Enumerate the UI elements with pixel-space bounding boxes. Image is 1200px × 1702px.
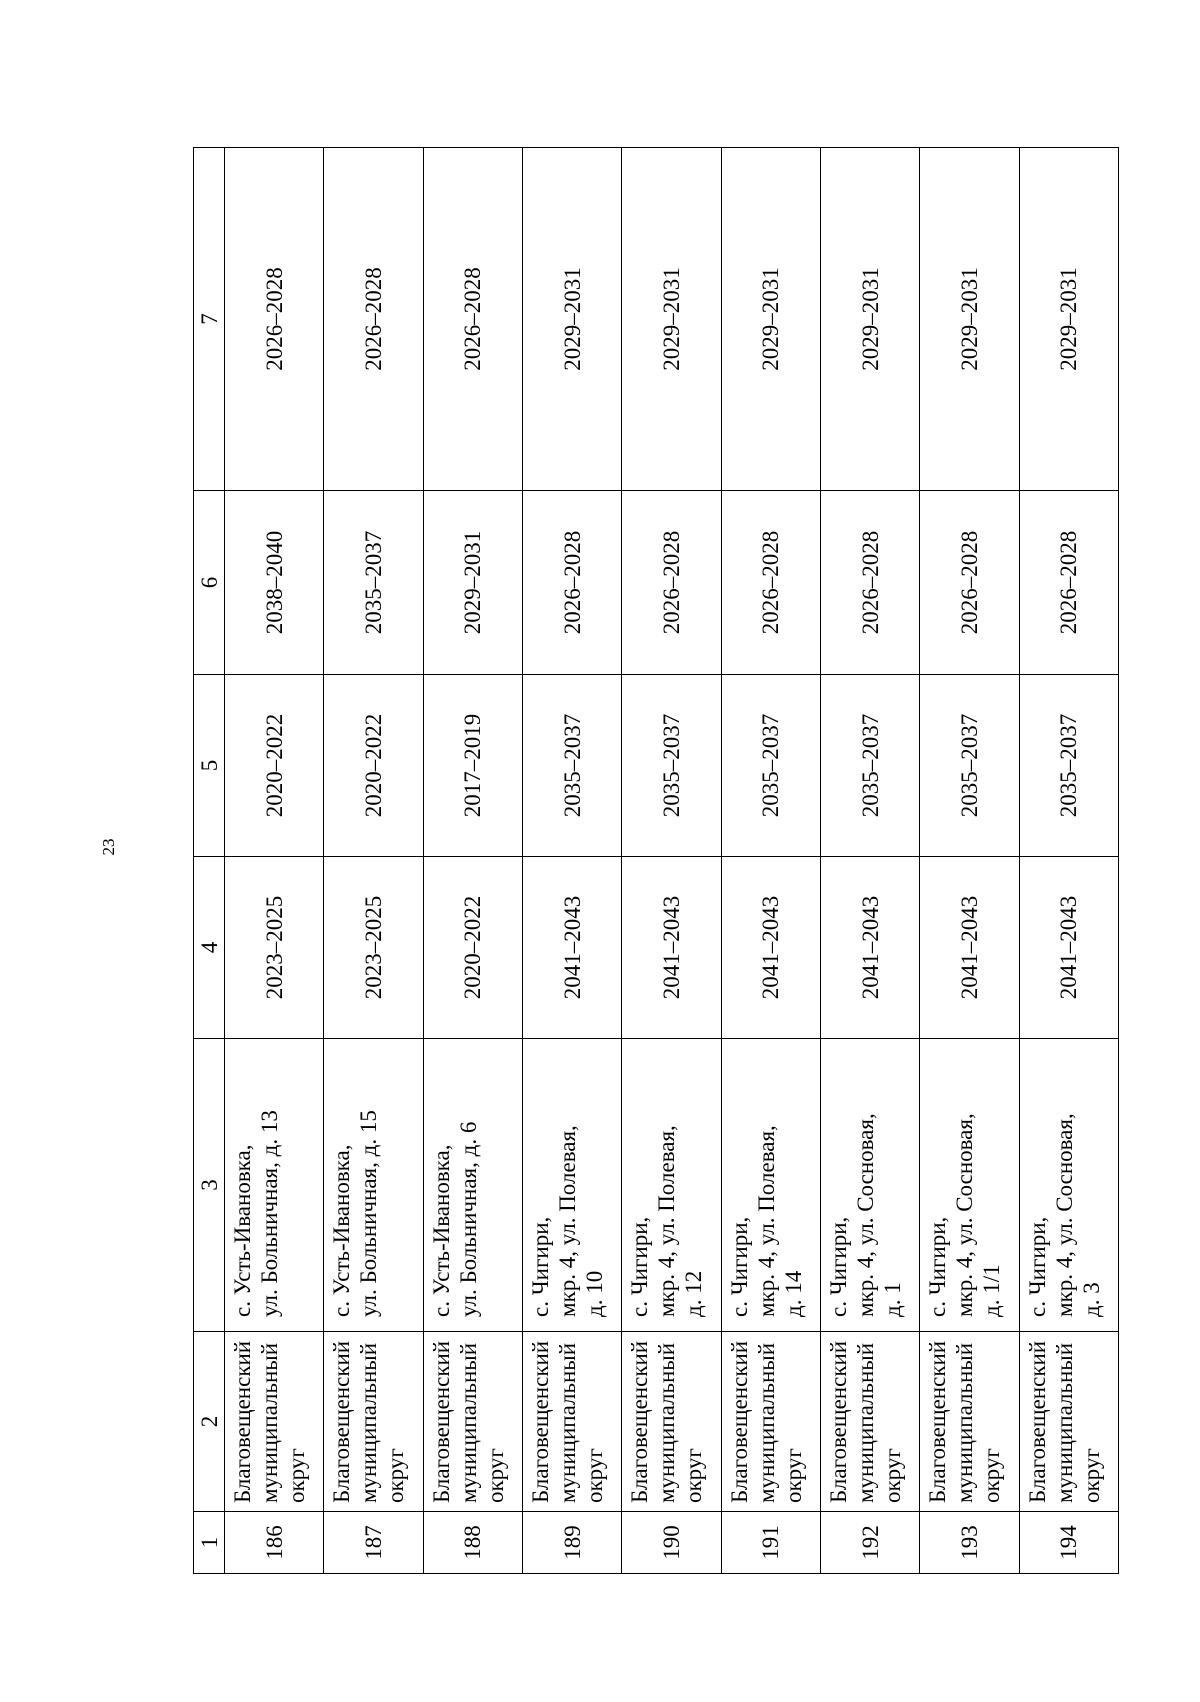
column-header: 4	[194, 857, 225, 1039]
table-row	[1019, 148, 1118, 1574]
period-cell-col7: 2029–2031	[920, 148, 1019, 491]
page-number: 23	[99, 838, 118, 856]
period-cell-col6: 2026–2028	[522, 491, 621, 675]
address-line: с. Чигири,	[527, 1216, 553, 1317]
address-line: мкр. 4, ул. Полевая,	[554, 1125, 580, 1317]
column-header: 2	[194, 1332, 225, 1512]
district-cell: Благовещенский муниципальный округ	[423, 1332, 522, 1512]
district-cell: Благовещенский муниципальный округ	[820, 1332, 919, 1512]
table-row	[920, 148, 1019, 1574]
address-cell	[820, 1039, 919, 1332]
period-cell-col7: 2029–2031	[622, 148, 721, 491]
period-cell-col6: 2026–2028	[920, 491, 1019, 675]
address-line: мкр. 4, ул. Сосновая,	[1051, 1113, 1077, 1317]
period-cell-col5: 2035–2037	[522, 675, 621, 857]
period-cell-col7: 2029–2031	[721, 148, 820, 491]
period-cell-col7: 2026–2028	[423, 148, 522, 491]
address-line: д. 3	[1078, 1282, 1104, 1317]
period-cell-col5: 2020–2022	[225, 675, 324, 857]
period-cell-col6: 2035–2037	[324, 491, 423, 675]
column-header: 6	[194, 491, 225, 675]
address-line: с. Чигири,	[925, 1216, 951, 1317]
district-cell: Благовещенский муниципальный округ	[225, 1332, 324, 1512]
district-cell: Благовещенский муниципальный округ	[1019, 1332, 1118, 1512]
table-body	[225, 148, 1119, 1574]
column-header: 5	[194, 675, 225, 857]
period-cell-col4: 2023–2025	[225, 857, 324, 1039]
address-line: ул. Больничная, д. 15	[356, 1110, 382, 1317]
period-cell-col5: 2020–2022	[324, 675, 423, 857]
address-cell	[225, 1039, 324, 1332]
period-cell-col6: 2038–2040	[225, 491, 324, 675]
address-line: мкр. 4, ул. Сосновая,	[952, 1113, 978, 1317]
address-line: д. 12	[681, 1270, 707, 1317]
rotated-table-container	[193, 148, 1119, 1574]
row-number: 193	[920, 1512, 1019, 1574]
header-row	[194, 148, 225, 1574]
district-cell: Благовещенский муниципальный округ	[324, 1332, 423, 1512]
period-cell-col4: 2041–2043	[1019, 857, 1118, 1039]
table-row	[324, 148, 423, 1574]
address-line: с. Чигири,	[1024, 1216, 1050, 1317]
table-row	[820, 148, 919, 1574]
period-cell-col4: 2041–2043	[820, 857, 919, 1039]
row-number: 191	[721, 1512, 820, 1574]
row-number: 186	[225, 1512, 324, 1574]
period-cell-col7: 2026–2028	[225, 148, 324, 491]
period-cell-col6: 2026–2028	[1019, 491, 1118, 675]
address-line: с. Чигири,	[825, 1216, 851, 1317]
table-row	[622, 148, 721, 1574]
period-cell-col5: 2035–2037	[721, 675, 820, 857]
column-header: 1	[194, 1512, 225, 1574]
address-line: с. Усть-Ивановка,	[329, 1144, 355, 1317]
column-header: 7	[194, 148, 225, 491]
table-row	[522, 148, 621, 1574]
row-number: 190	[622, 1512, 721, 1574]
address-cell	[423, 1039, 522, 1332]
period-cell-col5: 2035–2037	[920, 675, 1019, 857]
period-cell-col6: 2026–2028	[721, 491, 820, 675]
row-number: 187	[324, 1512, 423, 1574]
address-cell	[324, 1039, 423, 1332]
schedule-table	[193, 147, 1119, 1574]
period-cell-col5: 2035–2037	[622, 675, 721, 857]
period-cell-col7: 2029–2031	[820, 148, 919, 491]
row-number: 192	[820, 1512, 919, 1574]
address-line: с. Чигири,	[726, 1216, 752, 1317]
row-number: 194	[1019, 1512, 1118, 1574]
address-line: ул. Больничная, д. 6	[455, 1121, 481, 1317]
period-cell-col4: 2041–2043	[920, 857, 1019, 1039]
period-cell-col4: 2041–2043	[622, 857, 721, 1039]
address-cell	[721, 1039, 820, 1332]
period-cell-col6: 2029–2031	[423, 491, 522, 675]
district-cell: Благовещенский муниципальный округ	[920, 1332, 1019, 1512]
period-cell-col5: 2035–2037	[820, 675, 919, 857]
address-cell	[1019, 1039, 1118, 1332]
period-cell-col7: 2029–2031	[1019, 148, 1118, 491]
address-line: д. 14	[780, 1270, 806, 1317]
address-cell	[622, 1039, 721, 1332]
district-cell: Благовещенский муниципальный округ	[522, 1332, 621, 1512]
district-cell: Благовещенский муниципальный округ	[622, 1332, 721, 1512]
row-number: 188	[423, 1512, 522, 1574]
table-row	[721, 148, 820, 1574]
address-line: мкр. 4, ул. Сосновая,	[852, 1113, 878, 1317]
period-cell-col4: 2023–2025	[324, 857, 423, 1039]
address-cell	[522, 1039, 621, 1332]
table-row	[225, 148, 324, 1574]
period-cell-col5: 2035–2037	[1019, 675, 1118, 857]
district-cell: Благовещенский муниципальный округ	[721, 1332, 820, 1512]
period-cell-col6: 2026–2028	[622, 491, 721, 675]
address-cell	[920, 1039, 1019, 1332]
address-line: с. Усть-Ивановка,	[230, 1144, 255, 1317]
address-line: с. Чигири,	[627, 1216, 653, 1317]
row-number: 189	[522, 1512, 621, 1574]
address-line: д. 1	[879, 1282, 905, 1317]
address-line: с. Усть-Ивановка,	[428, 1144, 454, 1317]
period-cell-col4: 2041–2043	[522, 857, 621, 1039]
period-cell-col7: 2026–2028	[324, 148, 423, 491]
period-cell-col4: 2041–2043	[721, 857, 820, 1039]
address-line: мкр. 4, ул. Полевая,	[753, 1125, 779, 1317]
period-cell-col5: 2017–2019	[423, 675, 522, 857]
table-row	[423, 148, 522, 1574]
address-line: ул. Больничная, д. 13	[257, 1110, 282, 1317]
address-line: мкр. 4, ул. Полевая,	[654, 1125, 680, 1317]
period-cell-col4: 2020–2022	[423, 857, 522, 1039]
address-line: д. 10	[581, 1270, 607, 1317]
column-header: 3	[194, 1039, 225, 1332]
period-cell-col6: 2026–2028	[820, 491, 919, 675]
address-line: д. 1/1	[979, 1264, 1005, 1317]
period-cell-col7: 2029–2031	[522, 148, 621, 491]
